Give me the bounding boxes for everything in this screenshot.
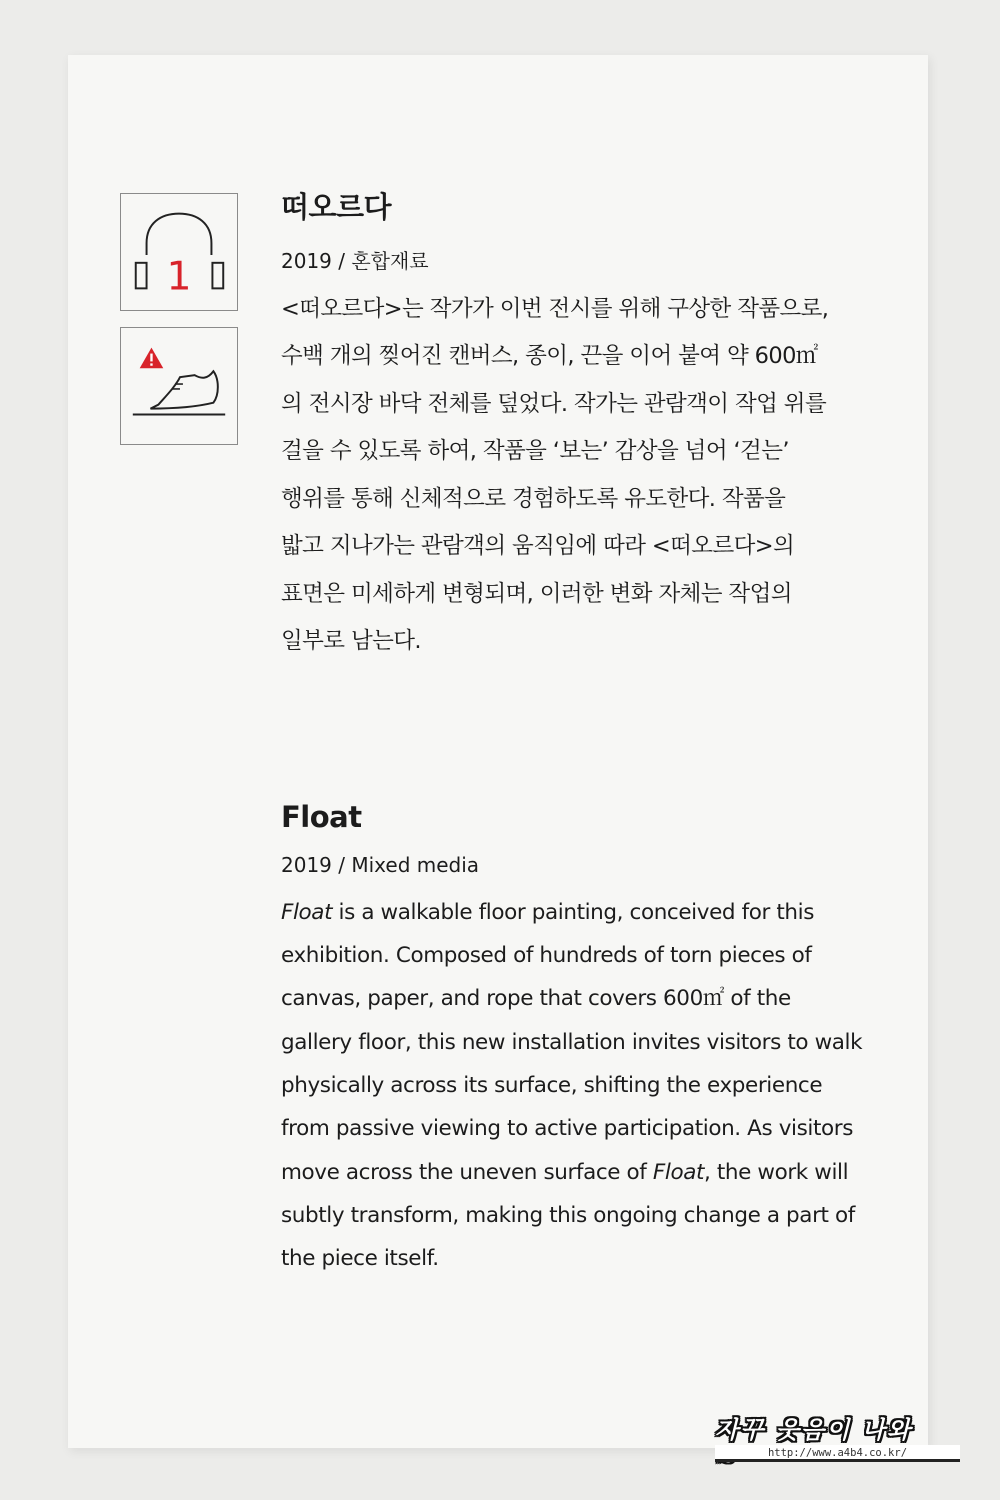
artwork-title-italic: Float xyxy=(652,1159,705,1185)
text-line: 일부로 남는다. xyxy=(281,628,421,655)
text-line: 걸을 수 있도록 하여, 작품을 ‘보는’ 감상을 넘어 ‘걷는’ xyxy=(281,438,789,465)
english-description xyxy=(281,891,873,1281)
watermark-text: 자꾸 웃음이 나와 xyxy=(715,1415,912,1444)
text-line: 표면은 미세하게 변형되며, 이러한 변화 자체는 작업의 xyxy=(281,580,792,607)
text-line: move across the uneven surface of Float, the work will xyxy=(281,1159,849,1185)
text-line: physically across its surface, shifting the experience xyxy=(281,1072,823,1098)
watermark-url: http://www.a4b4.co.kr/ xyxy=(767,1447,908,1459)
walking-warning-icon xyxy=(121,328,237,444)
text-line: from passive viewing to active participation. As visitors xyxy=(281,1116,854,1142)
audio-guide-badge xyxy=(120,193,238,311)
korean-year-medium: 2019 / 혼합재료 xyxy=(281,248,429,273)
english-section xyxy=(281,800,873,1280)
walk-on-artwork-badge xyxy=(120,327,238,445)
korean-title: 떠오르다 xyxy=(281,190,392,224)
text-line: 행위를 통해 신체적으로 경험하도록 유도한다. 작품을 xyxy=(281,485,786,512)
headphones-icon xyxy=(121,194,237,310)
text-line: exhibition. Composed of hundreds of torn pieces of xyxy=(281,943,812,969)
text-line: canvas, paper, and rope that covers 600㎡ of the xyxy=(281,986,791,1012)
korean-section xyxy=(281,190,873,666)
text-line: the piece itself. xyxy=(281,1246,439,1272)
text-line: subtly transform, making this ongoing change a part of xyxy=(281,1202,855,1228)
text-line: 수백 개의 찢어진 캔버스, 종이, 끈을 이어 붙여 약 600㎡ xyxy=(281,343,818,370)
shoe-icon xyxy=(150,371,217,408)
blog-watermark xyxy=(715,1410,965,1470)
korean-description xyxy=(281,286,873,666)
text-line: 의 전시장 바닥 전체를 덮었다. 작가는 관람객이 작업 위를 xyxy=(281,390,827,417)
english-title: Float xyxy=(281,800,362,834)
text-line: gallery floor, this new installation invites visitors to walk xyxy=(281,1029,863,1055)
audio-guide-number: 1 xyxy=(166,254,192,300)
artwork-title-italic: Float xyxy=(281,899,333,925)
exhibition-label-card xyxy=(68,55,928,1448)
text-line: 밟고 지나가는 관람객의 움직임에 따라 <떠오르다>의 xyxy=(281,533,795,560)
english-year-medium: 2019 / Mixed media xyxy=(281,852,480,877)
text-line: <떠오르다>는 작가가 이번 전시를 위해 구상한 작품으로, xyxy=(281,295,829,322)
text-line: Float is a walkable floor painting, conceived for this xyxy=(281,899,815,925)
